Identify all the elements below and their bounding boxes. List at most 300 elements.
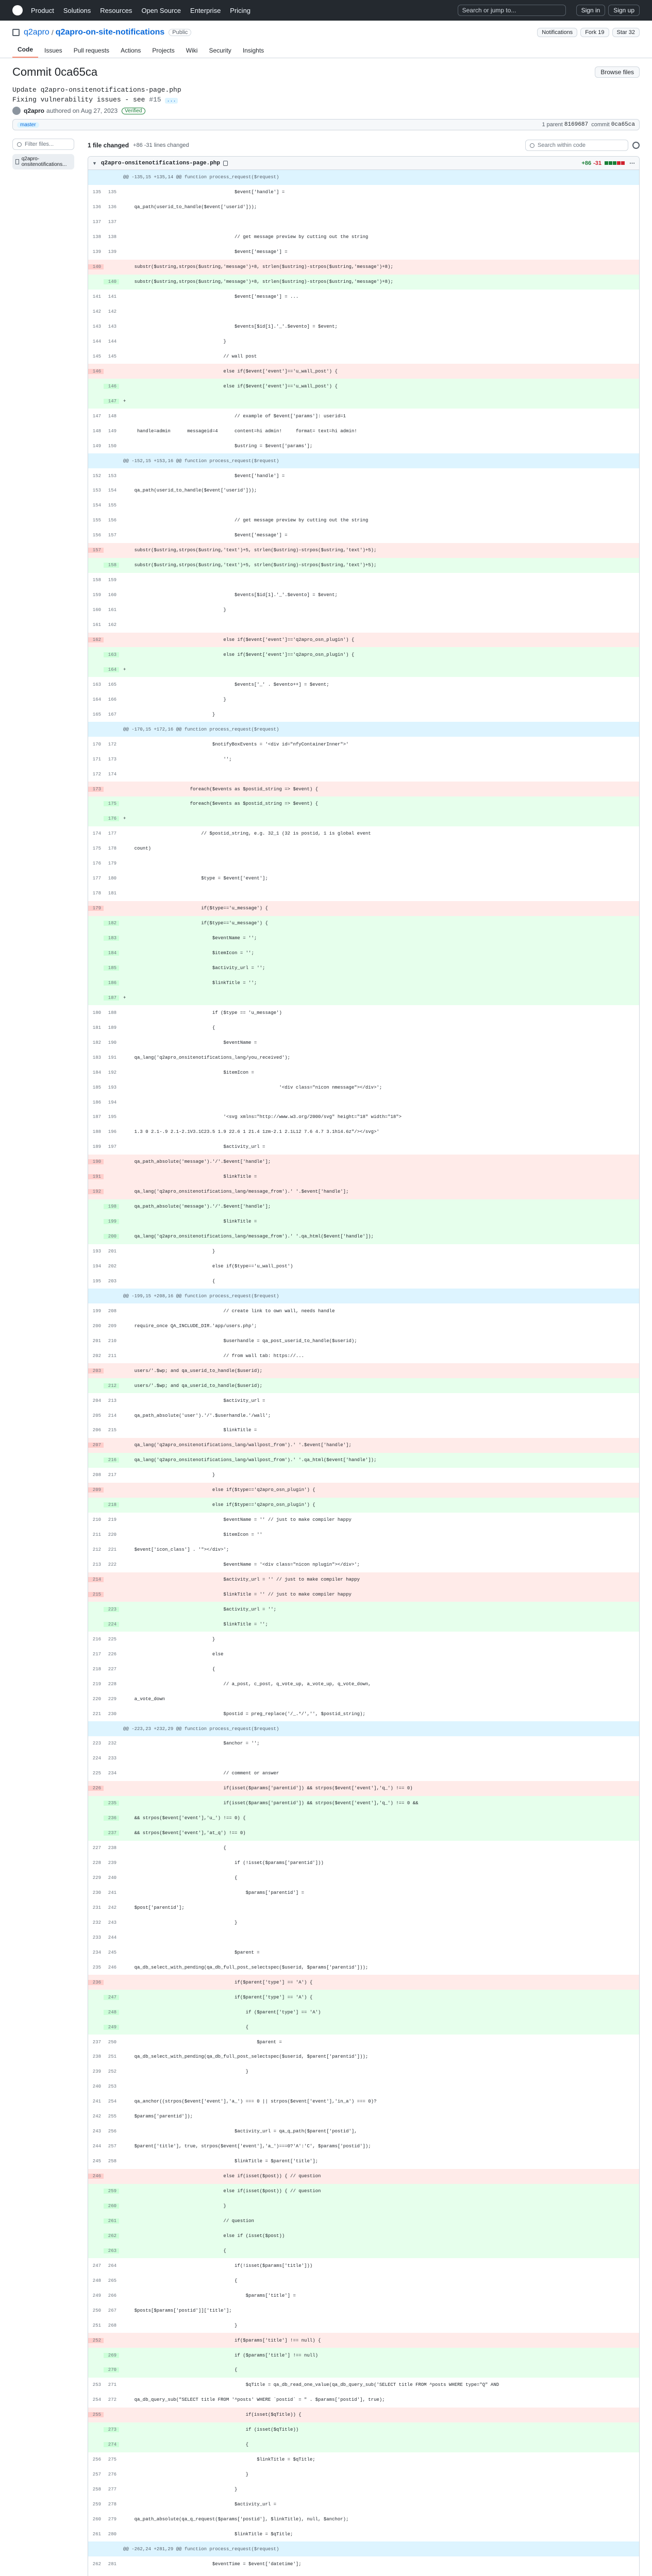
old-line-number[interactable]: 248 [92,2278,101,2283]
old-line-number[interactable]: 184 [92,1070,101,1075]
file-tree-item[interactable] [12,154,74,170]
nav-enterprise[interactable]: Enterprise [190,6,221,14]
new-line-number[interactable]: 218 [104,1502,119,1507]
old-line-number[interactable]: 217 [92,1651,101,1657]
old-line-number[interactable]: 148 [92,428,101,434]
tab-actions[interactable]: Actions [121,47,141,54]
old-line-number[interactable]: 253 [92,2382,101,2388]
new-line-number[interactable]: 146 [104,384,119,389]
new-line-number[interactable]: 239 [108,1860,116,1866]
new-line-number[interactable]: 162 [108,622,116,628]
old-line-number[interactable]: 242 [92,2114,101,2120]
old-line-number[interactable]: 187 [92,1114,101,1120]
new-line-number[interactable]: 149 [108,428,116,434]
new-line-number[interactable]: 186 [104,980,119,986]
new-line-number[interactable]: 177 [108,831,116,837]
chevron-down-icon[interactable]: ▼ [92,160,97,166]
old-line-number[interactable]: 183 [92,1055,101,1060]
new-line-number[interactable]: 163 [104,652,119,657]
new-line-number[interactable]: 192 [108,1070,116,1075]
new-line-number[interactable]: 274 [104,2442,119,2447]
old-line-number[interactable]: 246 [88,2174,104,2179]
repo-name-link[interactable]: q2apro-on-site-notifications [55,28,165,37]
new-line-number[interactable]: 156 [108,518,116,523]
new-line-number[interactable]: 211 [108,1353,116,1359]
tab-issues[interactable]: Issues [44,47,62,54]
old-line-number[interactable]: 257 [92,2472,101,2478]
new-line-number[interactable]: 260 [104,2204,119,2209]
old-line-number[interactable]: 230 [92,1890,101,1895]
new-line-number[interactable]: 225 [108,1636,116,1642]
new-line-number[interactable]: 221 [108,1547,116,1553]
new-line-number[interactable]: 216 [104,1458,119,1463]
old-line-number[interactable]: 155 [92,518,101,523]
old-line-number[interactable]: 164 [92,697,101,702]
new-line-number[interactable]: 272 [108,2397,116,2403]
old-line-number[interactable]: 261 [92,2531,101,2537]
old-line-number[interactable]: 142 [92,309,101,315]
notifications-button[interactable]: Notifications [537,28,577,37]
new-line-number[interactable]: 198 [104,1204,119,1209]
new-line-number[interactable]: 254 [108,2099,116,2105]
new-line-number[interactable]: 202 [108,1263,116,1269]
hunk-header[interactable] [88,453,639,468]
old-line-number[interactable]: 195 [92,1278,101,1284]
old-line-number[interactable]: 177 [92,876,101,882]
new-line-number[interactable]: 263 [104,2248,119,2253]
old-line-number[interactable]: 228 [92,1860,101,1866]
new-line-number[interactable]: 248 [104,2010,119,2015]
new-line-number[interactable]: 139 [108,249,116,255]
nav-product[interactable]: Product [31,6,54,14]
new-line-number[interactable]: 234 [108,1771,116,1776]
new-line-number[interactable]: 280 [108,2531,116,2537]
global-search-input[interactable]: Search or jump to... [458,5,566,16]
old-line-number[interactable]: 165 [92,711,101,717]
old-line-number[interactable]: 256 [92,2457,101,2463]
old-line-number[interactable]: 136 [92,205,101,210]
old-line-number[interactable]: 149 [92,443,101,449]
github-logo-icon[interactable] [12,5,23,15]
hunk-header[interactable] [88,1721,639,1736]
old-line-number[interactable]: 211 [92,1532,101,1538]
new-line-number[interactable]: 178 [108,846,116,852]
old-line-number[interactable]: 205 [92,1413,101,1418]
new-line-number[interactable]: 189 [108,1025,116,1030]
author-link[interactable]: q2apro [24,107,45,114]
tab-code[interactable]: Code [12,46,38,58]
old-line-number[interactable]: 174 [92,831,101,837]
new-line-number[interactable]: 238 [108,1845,116,1851]
old-line-number[interactable]: 154 [92,503,101,509]
old-line-number[interactable]: 171 [92,756,101,762]
new-line-number[interactable]: 277 [108,2487,116,2493]
new-line-number[interactable]: 180 [108,876,116,882]
old-line-number[interactable]: 146 [88,369,104,374]
new-line-number[interactable]: 236 [104,1816,119,1821]
old-line-number[interactable]: 159 [92,592,101,598]
new-line-number[interactable]: 252 [108,2069,116,2075]
old-line-number[interactable]: 213 [92,1562,101,1568]
new-line-number[interactable]: 261 [104,2218,119,2224]
new-line-number[interactable]: 246 [108,1964,116,1970]
old-line-number[interactable]: 235 [92,1964,101,1970]
old-line-number[interactable]: 244 [92,2144,101,2149]
old-line-number[interactable]: 220 [92,1696,101,1702]
new-line-number[interactable]: 212 [104,1383,119,1388]
new-line-number[interactable]: 235 [104,1801,119,1806]
old-line-number[interactable]: 215 [88,1592,104,1597]
old-line-number[interactable]: 232 [92,1920,101,1925]
nav-open-source[interactable]: Open Source [141,6,181,14]
new-line-number[interactable]: 249 [104,2025,119,2030]
old-line-number[interactable]: 203 [88,1368,104,1374]
new-line-number[interactable]: 240 [108,1875,116,1881]
new-line-number[interactable]: 144 [108,338,116,344]
old-line-number[interactable]: 251 [92,2323,101,2328]
issue-link[interactable]: #15 [149,96,161,104]
diff-line [88,2288,639,2303]
new-line-number[interactable]: 195 [108,1114,116,1120]
old-line-number[interactable]: 262 [92,2561,101,2567]
old-line-number[interactable]: 223 [92,1741,101,1747]
new-line-number[interactable]: 268 [108,2323,116,2328]
old-line-number[interactable]: 178 [92,891,101,896]
new-line-number[interactable]: 194 [108,1099,116,1105]
old-line-number[interactable]: 249 [92,2293,101,2298]
new-line-number[interactable]: 223 [104,1607,119,1612]
old-line-number[interactable]: 179 [88,906,104,911]
new-line-number[interactable]: 269 [104,2353,119,2358]
new-line-number[interactable]: 232 [108,1741,116,1747]
old-line-number[interactable]: 221 [92,1711,101,1717]
old-line-number[interactable]: 234 [92,1950,101,1955]
search-code-input[interactable] [525,140,628,151]
new-line-number[interactable]: 281 [108,2561,116,2567]
sign-up-button[interactable]: Sign up [608,5,640,16]
old-line-number[interactable]: 158 [92,578,101,583]
parent-sha-link[interactable]: 8169687 [564,122,589,128]
old-line-number[interactable]: 250 [92,2308,101,2313]
old-line-number[interactable]: 239 [92,2069,101,2075]
old-line-number[interactable]: 138 [92,234,101,240]
old-line-number[interactable]: 153 [92,488,101,494]
old-line-number[interactable]: 214 [88,1577,104,1582]
new-line-number[interactable]: 209 [108,1323,116,1329]
browse-files-button[interactable]: Browse files [595,66,640,78]
new-line-number[interactable]: 251 [108,2054,116,2060]
avatar[interactable] [12,107,21,115]
new-line-number[interactable]: 273 [104,2427,119,2432]
new-line-number[interactable]: 230 [108,1711,116,1717]
old-line-number[interactable]: 231 [92,1905,101,1910]
new-line-number[interactable]: 279 [108,2516,116,2522]
new-line-number[interactable]: 245 [108,1950,116,1955]
copy-icon[interactable] [223,161,228,166]
old-line-number[interactable]: 182 [92,1040,101,1045]
new-line-number[interactable]: 208 [108,1308,116,1314]
new-line-number[interactable]: 138 [108,234,116,240]
new-line-number[interactable]: 201 [108,1249,116,1255]
old-line-number[interactable]: 186 [92,1099,101,1105]
new-line-number[interactable]: 258 [108,2159,116,2164]
new-line-number[interactable]: 264 [108,2263,116,2268]
repo-owner-link[interactable]: q2apro [24,28,49,37]
new-line-number[interactable]: 174 [108,771,116,777]
old-line-number[interactable]: 227 [92,1845,101,1851]
nav-resources[interactable]: Resources [100,6,132,14]
new-line-number[interactable]: 237 [104,1831,119,1836]
new-line-number[interactable]: 179 [108,861,116,867]
old-line-number[interactable]: 185 [92,1084,101,1090]
verified-badge[interactable]: Verified [122,108,145,114]
new-line-number[interactable]: 262 [104,2233,119,2239]
new-line-number[interactable]: 137 [108,219,116,225]
old-line-number[interactable]: 229 [92,1875,101,1881]
old-line-number[interactable]: 255 [88,2412,104,2417]
old-line-number[interactable]: 237 [92,2039,101,2045]
new-line-number[interactable]: 136 [108,205,116,210]
old-line-number[interactable]: 241 [92,2099,101,2105]
old-line-number[interactable]: 204 [92,1398,101,1403]
old-line-number[interactable]: 206 [92,1428,101,1433]
old-line-number[interactable]: 163 [92,682,101,687]
new-line-number[interactable]: 190 [108,1040,116,1045]
new-line-number[interactable]: 148 [108,413,116,419]
old-line-number[interactable]: 194 [92,1263,101,1269]
old-line-number[interactable]: 219 [92,1681,101,1687]
fork-button[interactable] [580,28,609,37]
old-line-number[interactable]: 245 [92,2159,101,2164]
new-line-number[interactable]: 271 [108,2382,116,2388]
new-line-number[interactable]: 147 [104,399,119,404]
new-line-number[interactable]: 191 [108,1055,116,1060]
new-line-number[interactable]: 247 [104,1995,119,2000]
old-line-number[interactable]: 260 [92,2516,101,2522]
new-line-number[interactable]: 155 [108,503,116,509]
new-line-number[interactable]: 187 [104,995,119,1001]
new-line-number[interactable]: 241 [108,1890,116,1895]
old-line-number[interactable]: 226 [88,1786,104,1791]
old-line-number[interactable]: 160 [92,607,101,613]
new-line-number[interactable]: 203 [108,1278,116,1284]
new-line-number[interactable]: 165 [108,682,116,687]
new-line-number[interactable]: 275 [108,2457,116,2463]
old-line-number[interactable]: 189 [92,1144,101,1150]
new-line-number[interactable]: 173 [108,756,116,762]
new-line-number[interactable]: 276 [108,2472,116,2478]
new-line-number[interactable]: 143 [108,324,116,329]
sign-in-link[interactable]: Sign in [576,5,606,16]
nav-pricing[interactable]: Pricing [230,6,251,14]
old-line-number[interactable]: 145 [92,353,101,359]
old-line-number[interactable]: 252 [88,2338,104,2343]
old-line-number[interactable]: 176 [92,861,101,867]
star-button[interactable] [612,28,640,37]
new-line-number[interactable]: 200 [104,1234,119,1239]
new-line-number[interactable]: 256 [108,2129,116,2134]
old-line-number[interactable]: 236 [88,1980,104,1985]
tab-pull-requests[interactable]: Pull requests [73,47,110,54]
new-line-number[interactable]: 185 [104,965,119,971]
new-line-number[interactable]: 265 [108,2278,116,2283]
new-line-number[interactable]: 196 [108,1129,116,1135]
new-line-number[interactable]: 161 [108,607,116,613]
old-line-number[interactable]: 254 [92,2397,101,2403]
old-line-number[interactable]: 216 [92,1636,101,1642]
new-line-number[interactable]: 267 [108,2308,116,2313]
old-line-number[interactable]: 224 [92,1756,101,1761]
old-line-number[interactable]: 172 [92,771,101,777]
new-line-number[interactable]: 184 [104,951,119,956]
new-line-number[interactable]: 176 [104,816,119,821]
old-line-number[interactable]: 209 [88,1487,104,1493]
old-line-number[interactable]: 201 [92,1338,101,1344]
new-line-number[interactable]: 259 [104,2189,119,2194]
old-line-number[interactable]: 212 [92,1547,101,1553]
old-line-number[interactable]: 157 [88,548,104,553]
old-line-number[interactable]: 147 [92,413,101,419]
old-line-number[interactable]: 137 [92,219,101,225]
new-line-number[interactable]: 157 [108,533,116,538]
new-line-number[interactable]: 150 [108,443,116,449]
new-line-number[interactable]: 197 [108,1144,116,1150]
old-line-number[interactable]: 192 [88,1189,104,1194]
old-line-number[interactable]: 143 [92,324,101,329]
new-line-number[interactable]: 227 [108,1666,116,1672]
expand-message-button[interactable]: ... [165,98,177,104]
old-line-number[interactable]: 181 [92,1025,101,1030]
new-line-number[interactable]: 142 [108,309,116,315]
new-line-number[interactable]: 183 [104,936,119,941]
tab-insights[interactable]: Insights [242,47,264,54]
new-line-number[interactable]: 159 [108,578,116,583]
new-line-number[interactable]: 153 [108,473,116,479]
branch-badge[interactable]: master [17,122,39,128]
tab-security[interactable]: Security [209,47,231,54]
old-line-number[interactable]: 243 [92,2129,101,2134]
old-line-number[interactable]: 156 [92,533,101,538]
new-line-number[interactable]: 242 [108,1905,116,1910]
old-line-number[interactable]: 259 [92,2502,101,2507]
old-line-number[interactable]: 141 [92,294,101,300]
new-line-number[interactable]: 141 [108,294,116,300]
filter-files-input[interactable] [12,139,74,150]
old-line-number[interactable]: 191 [88,1174,104,1179]
new-line-number[interactable]: 219 [108,1517,116,1523]
new-line-number[interactable]: 193 [108,1084,116,1090]
new-line-number[interactable]: 199 [104,1219,119,1224]
file-name[interactable]: q2apro-onsitenotifications-page.php [101,160,220,166]
new-line-number[interactable]: 229 [108,1696,116,1702]
new-line-number[interactable]: 167 [108,711,116,717]
old-line-number[interactable]: 208 [92,1472,101,1478]
new-line-number[interactable]: 213 [108,1398,116,1403]
new-line-number[interactable]: 226 [108,1651,116,1657]
new-line-number[interactable]: 214 [108,1413,116,1418]
new-line-number[interactable]: 164 [104,667,119,672]
new-line-number[interactable]: 244 [108,1935,116,1940]
old-line-number[interactable]: 162 [88,637,104,642]
old-line-number[interactable]: 233 [92,1935,101,1940]
new-line-number[interactable]: 220 [108,1532,116,1538]
old-line-number[interactable]: 180 [92,1010,101,1015]
old-line-number[interactable]: 202 [92,1353,101,1359]
new-line-number[interactable]: 160 [108,592,116,598]
old-line-number[interactable]: 135 [92,190,101,195]
new-line-number[interactable]: 140 [104,279,119,284]
new-line-number[interactable]: 250 [108,2039,116,2045]
old-line-number[interactable]: 199 [92,1308,101,1314]
old-line-number[interactable]: 188 [92,1129,101,1135]
hunk-header[interactable] [88,2541,639,2556]
old-line-number[interactable]: 247 [92,2263,101,2268]
new-line-number[interactable]: 243 [108,1920,116,1925]
old-line-number[interactable]: 200 [92,1323,101,1329]
new-line-number[interactable]: 181 [108,891,116,896]
new-line-number[interactable]: 210 [108,1338,116,1344]
new-line-number[interactable]: 166 [108,697,116,702]
new-line-number[interactable]: 255 [108,2114,116,2120]
old-line-number[interactable]: 152 [92,473,101,479]
old-line-number[interactable]: 240 [92,2084,101,2090]
new-line-number[interactable]: 217 [108,1472,116,1478]
more-options-icon[interactable]: ⋯ [629,160,635,166]
old-line-number[interactable]: 218 [92,1666,101,1672]
new-line-number[interactable]: 135 [108,190,116,195]
tab-projects[interactable]: Projects [152,47,175,54]
old-line-number[interactable]: 190 [88,1159,104,1164]
old-line-number[interactable]: 193 [92,1249,101,1255]
old-line-number[interactable]: 225 [92,1771,101,1776]
hunk-header[interactable] [88,170,639,185]
new-line-number[interactable]: 222 [108,1562,116,1568]
old-line-number[interactable]: 144 [92,338,101,344]
new-line-number[interactable]: 215 [108,1428,116,1433]
old-line-number[interactable]: 170 [92,741,101,747]
old-line-number[interactable]: 210 [92,1517,101,1523]
hunk-header[interactable] [88,1289,639,1303]
tab-wiki[interactable]: Wiki [186,47,198,54]
new-line-number[interactable]: 145 [108,353,116,359]
old-line-number[interactable]: 161 [92,622,101,628]
new-line-number[interactable]: 175 [104,801,119,806]
new-line-number[interactable]: 233 [108,1756,116,1761]
new-line-number[interactable]: 253 [108,2084,116,2090]
new-line-number[interactable]: 270 [104,2367,119,2372]
new-line-number[interactable]: 154 [108,488,116,494]
new-line-number[interactable]: 172 [108,741,116,747]
new-line-number[interactable]: 158 [104,563,119,568]
new-line-number[interactable]: 188 [108,1010,116,1015]
old-line-number[interactable]: 139 [92,249,101,255]
old-line-number[interactable]: 238 [92,2054,101,2060]
old-line-number[interactable]: 173 [88,787,104,792]
new-line-number[interactable]: 182 [104,921,119,926]
new-line-number[interactable]: 266 [108,2293,116,2298]
hunk-header[interactable] [88,722,639,737]
new-line-number[interactable]: 228 [108,1681,116,1687]
new-line-number[interactable]: 224 [104,1622,119,1627]
new-line-number[interactable]: 278 [108,2502,116,2507]
old-line-number[interactable]: 175 [92,846,101,852]
nav-solutions[interactable]: Solutions [63,6,91,14]
new-line-number[interactable]: 257 [108,2144,116,2149]
old-line-number[interactable]: 140 [88,264,104,269]
old-line-number[interactable]: 258 [92,2487,101,2493]
old-line-number[interactable]: 207 [88,1443,104,1448]
gear-icon[interactable] [632,142,640,149]
